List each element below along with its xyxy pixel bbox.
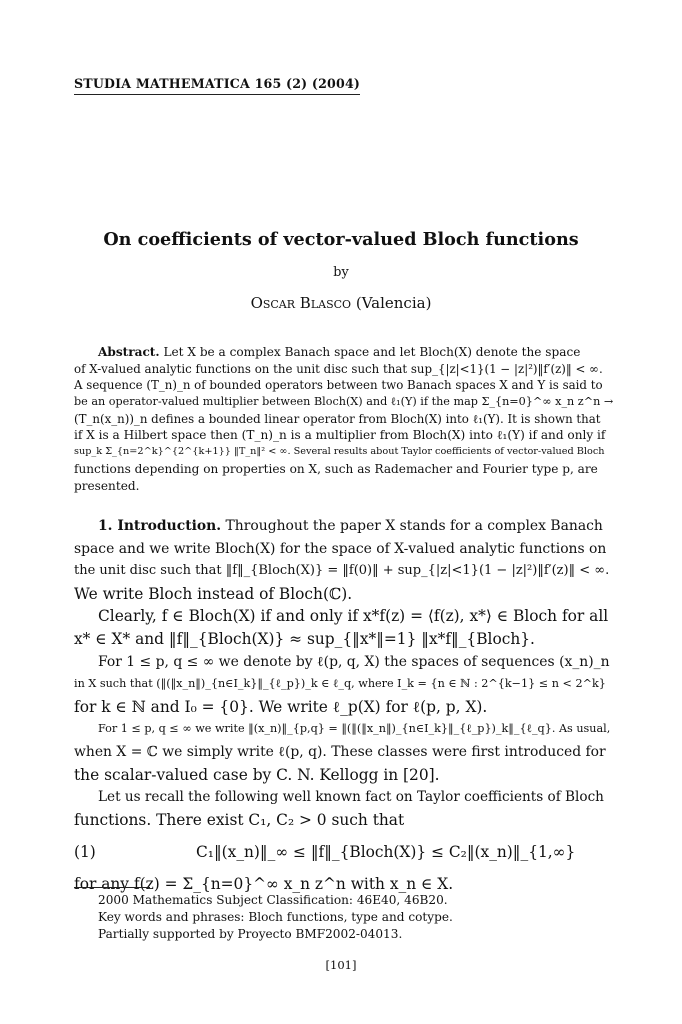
introduction-section bbox=[74, 515, 613, 896]
body-line: for any f(z) = Σ_{n=0}^∞ x_n z^n with x_n ∈ X. bbox=[74, 875, 454, 894]
author-line bbox=[0, 294, 682, 312]
body-line: For 1 ≤ p, q ≤ ∞ we write ‖(x_n)‖_{p,q} = ‖(‖(‖x_n‖)_{n∈I_k}‖_{ℓ_p})_k‖_{ℓ_q}. As usual, bbox=[98, 722, 611, 736]
body-text: Throughout the paper X stands for a complex Banach bbox=[225, 518, 603, 534]
footnote: 2000 Mathematics Subject Classification: 46E40, 46B20. bbox=[98, 893, 448, 907]
by-line: by bbox=[333, 265, 349, 280]
footnote: Partially supported by Proyecto BMF2002-04013. bbox=[98, 927, 403, 941]
body-line: functions. There exist C₁, C₂ > 0 such that bbox=[74, 810, 405, 829]
footnote-rule bbox=[74, 887, 150, 888]
displayed-equation bbox=[74, 831, 613, 873]
abstract-line: sup_k Σ_{n=2^k}^{2^{k+1}} ‖T_n‖² < ∞. Several results about Taylor coefficients of vector-valued Bloch bbox=[74, 446, 605, 458]
body-line: We write Bloch instead of Bloch(ℂ). bbox=[74, 584, 353, 603]
body-line: space and we write Bloch(X) for the space of X-valued analytic functions on bbox=[74, 540, 607, 557]
body-line bbox=[74, 515, 613, 538]
abstract-line bbox=[74, 344, 613, 361]
abstract-line: be an operator-valued multiplier between Bloch(X) and ℓ₁(Y) if the map Σ_{n=0}^∞ x_n z^n → bbox=[74, 395, 614, 409]
body-line: the unit disc such that ‖f‖_{Bloch(X)} = ‖f(0)‖ + sup_{|z|<1}(1 − |z|²)‖f′(z)‖ < ∞. bbox=[74, 563, 610, 579]
author-affiliation: (Valencia) bbox=[355, 294, 432, 312]
footnote: Key words and phrases: Bloch functions, type and cotype. bbox=[98, 910, 453, 924]
body-line: when X = ℂ we simply write ℓ(p, q). These classes were first introduced for bbox=[74, 743, 606, 760]
abstract-line: A sequence (T_n)_n of bounded operators between two Banach spaces X and Y is said to bbox=[74, 378, 603, 393]
abstract-line: of X-valued analytic functions on the unit disc such that sup_{|z|<1}(1 − |z|²)‖f′(z)‖ < ∞. bbox=[74, 361, 603, 376]
paper-title: On coefficients of vector-valued Bloch functions bbox=[103, 229, 579, 250]
abstract-line: if X is a Hilbert space then (T_n)_n is a multiplier from Bloch(X) into ℓ₁(Y) if and only if bbox=[74, 428, 606, 443]
equation-number: (1) bbox=[74, 843, 96, 862]
body-line: the scalar-valued case by C. N. Kellogg in [20]. bbox=[74, 765, 440, 784]
abstract-text: Let X be a complex Banach space and let Bloch(X) denote the space bbox=[163, 345, 581, 359]
abstract-label: Abstract. bbox=[98, 345, 160, 359]
body-line: For 1 ≤ p, q ≤ ∞ we denote by ℓ(p, q, X) the spaces of sequences (x_n)_n bbox=[98, 653, 610, 670]
body-line: for k ∈ ℕ and I₀ = {0}. We write ℓ_p(X) for ℓ(p, p, X). bbox=[74, 697, 488, 716]
journal-header: STUDIA MATHEMATICA 165 (2) (2004) bbox=[74, 76, 360, 95]
body-line: Clearly, f ∈ Bloch(X) if and only if x*f(z) = ⟨f(z), x*⟩ ∈ Bloch for all bbox=[98, 607, 609, 626]
section-heading: 1. Introduction. bbox=[98, 518, 222, 534]
author-name: Oscar Blasco bbox=[250, 294, 352, 312]
body-line: x* ∈ X* and ‖f‖_{Bloch(X)} ≈ sup_{‖x*‖=1} ‖x*f‖_{Bloch}. bbox=[74, 629, 535, 648]
body-line: Let us recall the following well known fact on Taylor coefficients of Bloch bbox=[98, 789, 604, 806]
body-line: in X such that (‖(‖x_n‖)_{n∈I_k}‖_{ℓ_p})_k ∈ ℓ_q, where I_k = {n ∈ ℕ : 2^{k−1} ≤ n < 2^k} bbox=[74, 677, 606, 691]
footnotes bbox=[98, 892, 453, 943]
abstract bbox=[74, 344, 613, 494]
page-number: [101] bbox=[325, 958, 357, 972]
abstract-line: presented. bbox=[74, 478, 140, 493]
abstract-line: functions depending on properties on X, such as Rademacher and Fourier type p, are bbox=[74, 461, 598, 476]
abstract-line: (T_n(x_n))_n defines a bounded linear operator from Bloch(X) into ℓ₁(Y). It is shown that bbox=[74, 411, 601, 426]
equation-body: C₁‖(x_n)‖_∞ ≤ ‖f‖_{Bloch(X)} ≤ C₂‖(x_n)‖_{1,∞} bbox=[196, 843, 576, 862]
